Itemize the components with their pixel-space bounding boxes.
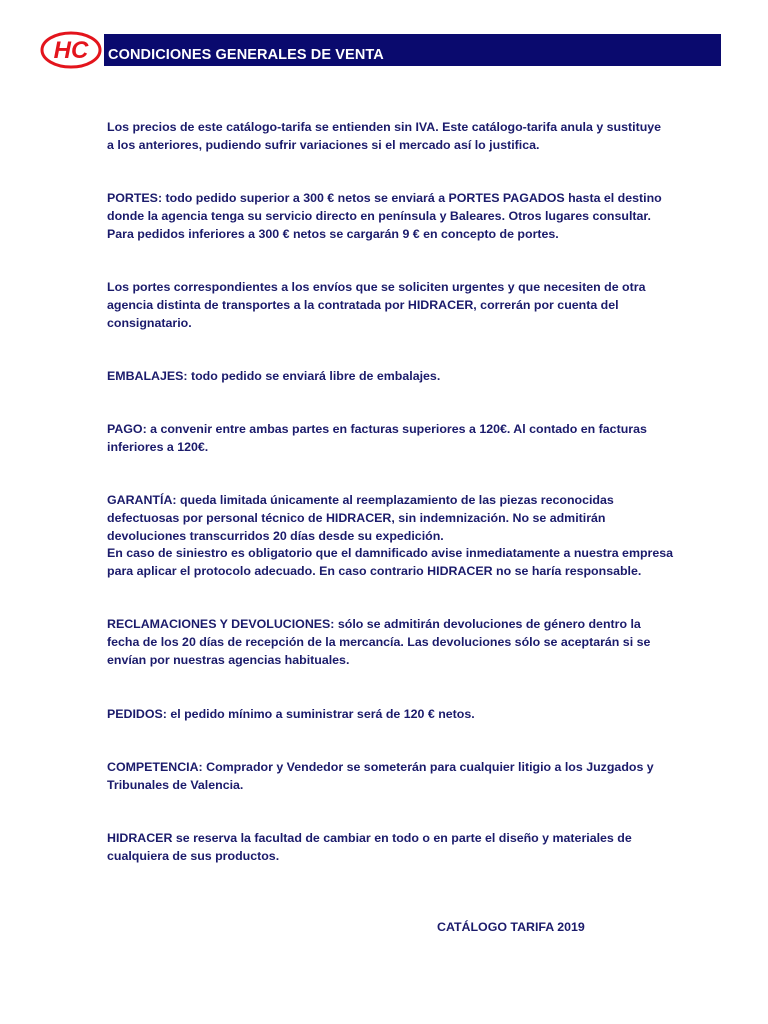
logo-text: HC: [53, 37, 89, 64]
text-line: fecha de los 20 días de recepción de la mercancía. Las devoluciones sólo se aceptarán si se: [107, 634, 651, 649]
text-line: devoluciones transcurridos 20 días desde su expedición.: [107, 528, 444, 543]
paragraph-hidracer-reserva: [107, 830, 707, 866]
text-line: cualquiera de sus productos.: [107, 848, 280, 863]
page-title: CONDICIONES GENERALES DE VENTA: [108, 47, 384, 63]
header-bar: [104, 34, 721, 66]
text-line: PAGO: a convenir entre ambas partes en facturas superiores a 120€. Al contado en facturas: [107, 422, 647, 436]
paragraph-garantia: [107, 492, 707, 581]
text-line: consignatario.: [107, 315, 192, 330]
paragraph-prices: [107, 119, 707, 155]
text-line: donde la agencia tenga su servicio directo en península y Baleares. Otros lugares consultar.: [107, 208, 651, 223]
hidracer-logo: [40, 30, 102, 70]
text-line: Los precios de este catálogo-tarifa se entienden sin IVA. Este catálogo-tarifa anula y sustituye: [107, 120, 662, 134]
text-line: GARANTÍA: queda limitada únicamente al reemplazamiento de las piezas reconocidas: [107, 493, 614, 507]
text-line: Tribunales de Valencia.: [107, 777, 244, 792]
paragraph-reclamaciones: [107, 616, 707, 669]
paragraph-embalajes: [107, 368, 707, 386]
text-line: EMBALAJES: todo pedido se enviará libre de embalajes.: [107, 369, 441, 383]
paragraph-pago: [107, 421, 707, 457]
text-line: inferiores a 120€.: [107, 439, 209, 454]
text-line: En caso de siniestro es obligatorio que el damnificado avise inmediatamente a nuestra empresa: [107, 546, 674, 561]
text-line: PEDIDOS: el pedido mínimo a suministrar será de 120 € netos.: [107, 707, 475, 721]
text-line: agencia distinta de transportes a la contratada por HIDRACER, correrán por cuenta del: [107, 297, 619, 312]
paragraph-competencia: [107, 759, 707, 795]
catalog-footer-label: CATÁLOGO TARIFA 2019: [437, 920, 585, 934]
text-line: defectuosas por personal técnico de HIDRACER, sin indemnización. No se admitirán: [107, 510, 606, 525]
paragraph-pedidos: [107, 706, 707, 724]
text-line: HIDRACER se reserva la facultad de cambiar en todo o en parte el diseño y materiales de: [107, 831, 632, 845]
text-line: Los portes correspondientes a los envíos que se soliciten urgentes y que necesiten de otra: [107, 280, 646, 294]
text-line: a los anteriores, pudiendo sufrir variaciones si el mercado así lo justifica.: [107, 137, 540, 152]
text-line: envían por nuestras agencias habituales.: [107, 652, 350, 667]
text-line: PORTES: todo pedido superior a 300 € netos se enviará a PORTES PAGADOS hasta el destino: [107, 191, 662, 205]
text-line: COMPETENCIA: Comprador y Vendedor se someterán para cualquier litigio a los Juzgados y: [107, 760, 654, 774]
text-line: para aplicar el protocolo adecuado. En caso contrario HIDRACER no se haría responsable.: [107, 564, 642, 579]
paragraph-urgent-shipping: [107, 279, 707, 332]
paragraph-portes: [107, 190, 707, 243]
text-line: Para pedidos inferiores a 300 € netos se cargarán 9 € en concepto de portes.: [107, 226, 559, 241]
text-line: RECLAMACIONES Y DEVOLUCIONES: sólo se admitirán devoluciones de género dentro la: [107, 617, 641, 631]
